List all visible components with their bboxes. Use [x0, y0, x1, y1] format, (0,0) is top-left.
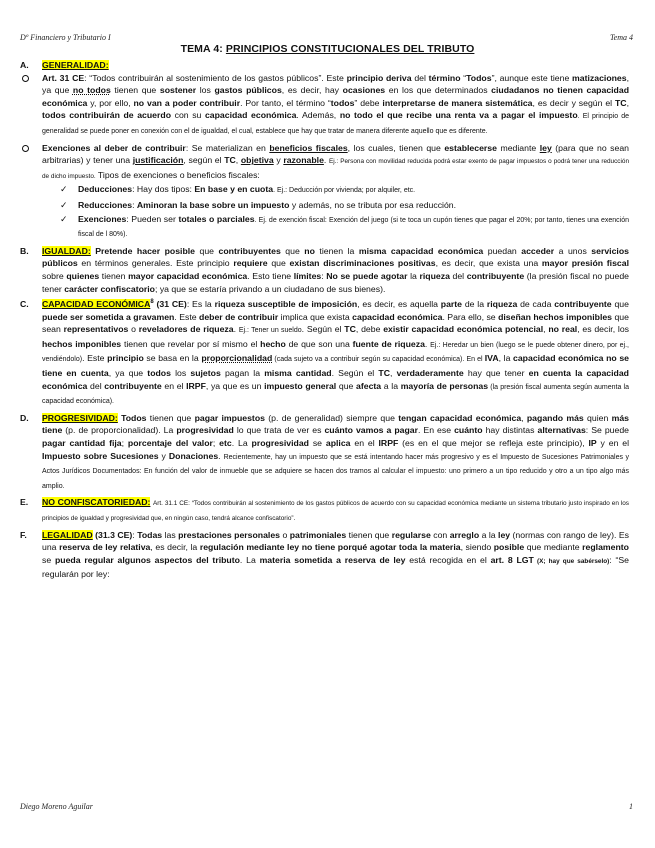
text-run: ley: [498, 529, 511, 540]
text-run: que mediante: [524, 542, 583, 553]
text-run: cuánto: [454, 425, 483, 436]
text-run: No se puede agotar: [326, 270, 408, 281]
text-run: existan discriminaciones positivas: [289, 258, 436, 269]
text-run: mayor presión fiscal: [541, 258, 630, 269]
text-run: a unos: [554, 245, 592, 256]
section-heading: CAPACIDAD ECONÓMICA: [42, 299, 151, 310]
title-main: PRINCIPIOS CONSTITUCIONALES DEL TRIBUTO: [225, 43, 475, 55]
text-run: . Para ello, se: [442, 311, 499, 322]
section-e: [20, 496, 629, 525]
text-run: , la: [498, 353, 514, 364]
text-run: más tiene: [42, 412, 629, 436]
text-run: , es decir, que exista una: [435, 258, 542, 269]
page-title: [0, 43, 655, 55]
text-run: impuesto general: [264, 380, 337, 391]
section-a-paragraph-2: [20, 142, 629, 242]
text-run: pueda regular algunos aspectos del tributo: [54, 554, 240, 565]
text-run: los: [170, 368, 191, 379]
text-run: las: [162, 529, 179, 540]
text-run: prestaciones personales: [178, 529, 281, 540]
text-run: Ej.: Persona con movilidad reducida podrá estar exento de pagar impuestos o podrá tener una reducción de dicho impuesto.: [42, 158, 630, 180]
section-letter: D.: [20, 412, 29, 423]
list-item: [60, 213, 629, 242]
text-run: Art. 31 CE: [42, 72, 85, 83]
text-run: cuánto vamos a pagar: [324, 425, 418, 436]
text-run: la: [407, 270, 420, 281]
text-run: (cada sujeto va a contribuir según su capacidad económica). En el: [272, 356, 485, 364]
text-run: de cada: [517, 299, 555, 310]
text-run: :: [132, 529, 138, 540]
text-run: : Pueden ser: [126, 213, 179, 224]
text-run: y: [158, 450, 169, 461]
text-run: fuente de riqueza: [352, 338, 425, 349]
text-run: y, por ello,: [87, 97, 134, 108]
text-run: reglamento: [582, 542, 629, 553]
text-run: sobre: [42, 270, 67, 281]
text-run: que: [280, 245, 305, 256]
text-run: está recogida en el: [405, 554, 491, 565]
text-run: . Ej. de exención fiscal: Exención del juego (si te toca un cupón tienes que pagar el 20%; por tanto, tienes una exención fiscal de l 80%).: [78, 216, 630, 239]
text-run: sostener: [159, 85, 197, 96]
text-run: diseñan hechos imponibles: [498, 311, 613, 322]
text-run: tienen que: [110, 85, 160, 96]
section-a-paragraph-1: [20, 72, 629, 139]
text-run: en términos generales. Este principio: [77, 258, 234, 269]
text-run: de la: [462, 299, 487, 310]
circle-bullet-icon: [22, 145, 29, 152]
text-run: materia sometida a reserva de ley: [259, 554, 406, 565]
text-run: objetiva: [240, 155, 274, 166]
text-run: quienes: [66, 270, 100, 281]
section-c: [20, 298, 629, 409]
text-run: . Además,: [296, 110, 340, 121]
text-run: mayoría de personas: [400, 380, 489, 391]
text-run: . Este: [174, 311, 200, 322]
text-run: .: [323, 155, 329, 166]
list-item: [60, 183, 629, 198]
text-run: misma cantidad: [264, 368, 332, 379]
text-run: pagando más: [526, 412, 584, 423]
text-run: ,: [389, 368, 397, 379]
text-run: “: [460, 72, 467, 83]
footnote-ref: 8: [150, 299, 154, 306]
text-run: . La: [239, 554, 260, 565]
text-run: , es decir, hay: [281, 85, 343, 96]
text-run: ,: [626, 97, 629, 108]
text-run: no van a poder contribuir: [133, 97, 241, 108]
text-run: pagar impuestos: [194, 412, 265, 423]
text-run: (31 CE): [153, 299, 187, 310]
text-run: . Según el: [331, 368, 379, 379]
text-run: IRPF: [378, 438, 399, 449]
text-run: art. 8 LGT: [490, 554, 534, 565]
text-run: , es decir, la: [150, 542, 200, 553]
text-run: no todo el que recibe una renta va a pagar el impuesto: [339, 110, 578, 121]
text-run: Donaciones: [168, 450, 219, 461]
title-prefix: TEMA 4:: [180, 43, 226, 55]
text-run: todos: [330, 97, 355, 108]
text-run: no real: [548, 324, 578, 335]
text-run: Art. 31.1 CE: “Todos contribuirán al sostenimiento de los gastos públicos de acuerdo con su capacidad económica mediante un sistema tributario justo inspirado en los principios de igualdad y progresividad que, en ningún caso, tendrá alcance confiscatorio”.: [42, 500, 629, 522]
text-run: contribuyente: [554, 299, 612, 310]
text-run: acceder: [521, 245, 555, 256]
text-run: , ya que: [42, 72, 630, 96]
document-body: [20, 59, 629, 584]
text-run: en cuenta la capacidad económica: [42, 368, 629, 391]
text-run: , según el: [183, 155, 225, 166]
text-run: :: [132, 199, 137, 210]
text-run: límites: [293, 270, 322, 281]
text-run: tienen que: [146, 412, 195, 423]
text-run: , ya que es un: [205, 380, 265, 391]
text-run: implica que exista: [278, 311, 353, 322]
text-run: hecho: [260, 338, 286, 349]
text-run: TC: [614, 97, 627, 108]
text-run: matizaciones: [572, 72, 627, 83]
section-letter: E.: [20, 497, 29, 508]
text-run: : “Todos contribuirán al sostenimiento de los gastos públicos”. Este: [84, 72, 347, 83]
text-run: , los cuales, tienen que: [347, 142, 445, 153]
text-run: capacidad económica no se tiene en cuenta: [42, 353, 630, 379]
text-run: ocasiones: [342, 85, 386, 96]
item-label: Exenciones: [78, 213, 127, 224]
text-run: que: [267, 258, 290, 269]
section-letter: F.: [20, 529, 27, 540]
text-run: del: [411, 72, 429, 83]
text-run: a la: [479, 529, 499, 540]
text-run: ley: [539, 142, 552, 153]
section-f: [20, 529, 629, 581]
section-heading: PROGRESIVIDAD:: [42, 412, 118, 423]
text-run: puede ser sometida a gravamen: [42, 311, 175, 322]
text-run: todos: [147, 368, 171, 379]
text-run: ,: [235, 155, 241, 166]
text-run: Exenciones al deber de contribuir: [42, 142, 186, 153]
text-run: con: [430, 529, 450, 540]
text-run: . El principio de generalidad se puede poner en conexión con el de igualdad, el cual, establece que hay que tratar de manera diferente aquello que es diferente.: [42, 113, 630, 135]
header-subject: Dº Financiero y Tributario I: [20, 33, 111, 42]
section-d: [20, 412, 629, 494]
text-run: Aminoran la base sobre un impuesto: [136, 199, 290, 210]
text-run: del: [87, 380, 105, 391]
text-run: progresividad: [251, 438, 309, 449]
list-item: [60, 199, 629, 212]
text-run: Todos: [466, 72, 492, 83]
text-run: contribuyente: [104, 380, 162, 391]
text-run: Recientemente, hay un impuesto que se está intentando hacer más progresivo y es el Impuesto de Sucesiones Patrimoniales y Actos Jurídicos Documentados: En función del valor de inmueble que se adquiere se hacen dos tramos al calcular el impuesto: uno primero a un tipo reducido y otro a un tipo algo más amplio.: [42, 453, 630, 490]
text-run: TC: [344, 324, 356, 335]
section-letter: A.: [20, 60, 29, 70]
text-run: reveladores de riqueza: [138, 324, 234, 335]
text-run: y: [273, 155, 284, 166]
text-run: se: [308, 438, 326, 449]
text-run: arreglo: [449, 529, 480, 540]
text-run: que: [336, 380, 357, 391]
text-run: se basa en la: [143, 353, 202, 364]
text-run: : Hay dos tipos:: [132, 184, 195, 195]
text-run: ,: [521, 412, 527, 423]
text-run: . Ej.: Deducción por vivienda; por alquiler, etc.: [273, 187, 416, 195]
circle-bullet-icon: [22, 75, 29, 82]
text-run: TC: [224, 155, 236, 166]
text-run: , es decir, los: [577, 324, 629, 335]
text-run: , es decir y según el: [532, 97, 615, 108]
section-heading: GENERALIDAD:: [42, 60, 109, 70]
text-run: regularse: [391, 529, 431, 540]
text-run: ;: [121, 438, 128, 449]
text-run: contribuyente: [466, 270, 525, 281]
text-run: . Por tanto, el término “: [240, 97, 331, 108]
text-run: : Se puede: [585, 425, 630, 436]
text-run: que sean: [42, 311, 629, 335]
section-b: [20, 245, 629, 295]
text-run: patrimoniales: [289, 529, 347, 540]
text-run: tienen la: [314, 245, 359, 256]
text-run: .: [218, 450, 224, 461]
section-letter: B.: [20, 245, 29, 256]
text-run: . En ese: [417, 425, 455, 436]
text-run: carácter confiscatorio: [64, 283, 155, 294]
text-run: (31.3 CE): [92, 529, 133, 540]
text-run: pagar cantidad fija: [42, 438, 122, 449]
text-run: en los que determinados: [385, 85, 492, 96]
text-run: Ej.: Heredar un bien (luego se le puede obtener dinero, por ej., vendiéndolo): [42, 341, 629, 364]
text-run: se: [42, 554, 55, 565]
text-run: : Se materializan en: [185, 142, 270, 153]
text-run: término: [428, 72, 461, 83]
text-run: ciudadanos no tienen capacidad económica: [42, 85, 630, 108]
text-run: ” debe: [354, 97, 383, 108]
text-run: reserva de ley relativa: [59, 542, 151, 553]
text-run: ;: [212, 438, 220, 449]
text-run: hechos imponibles: [42, 338, 122, 349]
text-run: , es decir, es aquella: [357, 299, 441, 310]
text-run: los: [196, 85, 215, 96]
text-run: IP: [588, 438, 597, 449]
text-run: tienen: [99, 270, 129, 281]
text-run: en el: [350, 438, 379, 449]
text-run: sujetos: [190, 368, 221, 379]
text-run: (es en el que mejor se refleja este principio),: [398, 438, 589, 449]
check-icon: ✓: [60, 184, 68, 195]
section-letter: C.: [20, 299, 29, 310]
text-run: . Este: [82, 353, 108, 364]
text-run: (normas con rango de ley). Es una: [42, 529, 630, 553]
section-a-heading: [20, 59, 629, 72]
text-run: verdaderamente: [396, 368, 464, 379]
check-icon: ✓: [60, 213, 68, 224]
text-run: todos contribuirán de acuerdo: [42, 110, 172, 121]
text-run: establecerse: [444, 142, 497, 153]
text-run: , siendo: [460, 542, 494, 553]
text-run: lo que trata de ver es: [233, 425, 325, 436]
text-run: tengan capacidad económica: [398, 412, 522, 423]
text-run: a la: [381, 380, 401, 391]
text-run: y además, no se tributa por esa reducción.: [289, 199, 457, 210]
section-heading: IGUALDAD:: [42, 245, 91, 256]
text-run: existir capacidad económica potencial: [383, 324, 544, 335]
text-run: porcentaje del valor: [127, 438, 213, 449]
text-run: o: [128, 324, 139, 335]
text-run: hay que tener: [463, 368, 529, 379]
text-run: ; ya que se estaría privando a un ciudadano de sus bienes).: [155, 283, 386, 294]
text-run: Todas: [137, 529, 163, 540]
text-run: riqueza susceptible de imposición: [214, 299, 358, 310]
text-run: posible: [493, 542, 525, 553]
page-number: 1: [629, 802, 633, 811]
text-run: pagan la: [220, 368, 265, 379]
section-heading: LEGALIDAD: [42, 529, 93, 540]
section-heading: NO CONFISCATORIEDAD:: [42, 497, 151, 508]
text-run: : “Se regularán por ley:: [42, 554, 629, 580]
text-run: representativos: [63, 324, 129, 335]
text-run: :: [321, 270, 327, 281]
text-run: mediante: [496, 142, 540, 153]
text-run: . Según el: [301, 324, 345, 335]
text-run: Impuesto sobre Sucesiones: [42, 450, 159, 461]
text-run: .: [233, 324, 239, 335]
text-run: (X; hay que sabérselo): [533, 557, 610, 565]
text-run: gastos públicos: [214, 85, 282, 96]
text-run: Tipos de exenciones o beneficios fiscales:: [95, 169, 260, 180]
text-run: , debe: [355, 324, 384, 335]
text-run: quien: [583, 412, 612, 423]
header-topic: Tema 4: [609, 33, 633, 42]
text-run: (para que no sean arbitrarias) y tener una: [42, 142, 630, 166]
text-run: En base y en cuota: [194, 184, 274, 195]
text-run: : Es la: [186, 299, 215, 310]
text-run: totales o parciales: [178, 213, 255, 224]
text-run: (la presión fiscal aumenta según aumenta la capacidad económica).: [42, 383, 630, 406]
text-run: (p. de generalidad) siempre que: [264, 412, 399, 423]
text-run: Pretende hacer posible: [95, 245, 196, 256]
text-run: riqueza: [419, 270, 450, 281]
text-run: beneficios fiscales: [269, 142, 348, 153]
text-run: progresividad: [176, 425, 234, 436]
text-run: hay distintas: [482, 425, 538, 436]
text-run: servicios públicos: [42, 245, 629, 269]
text-run: con su: [171, 110, 205, 121]
text-run: parte: [440, 299, 463, 310]
text-run: IRPF: [186, 380, 206, 391]
check-icon: ✓: [60, 199, 68, 210]
text-run: justificación: [132, 155, 184, 166]
text-run: TC: [378, 368, 390, 379]
text-run: .: [424, 338, 431, 349]
text-run: ,: [543, 324, 549, 335]
text-run: mayor capacidad económica: [128, 270, 248, 281]
text-run: de que son una: [285, 338, 353, 349]
text-run: (p. de proporcionalidad). La: [62, 425, 177, 436]
text-run: tienen que: [346, 529, 392, 540]
text-run: puedan: [483, 245, 522, 256]
footer-author: Diego Moreno Aguilar: [20, 802, 93, 811]
text-run: IVA: [484, 353, 499, 364]
text-run: regulación mediante ley no tiene porqué agotar toda la materia: [199, 542, 461, 553]
text-run: contribuyentes: [218, 245, 281, 256]
text-run: misma capacidad económica: [358, 245, 484, 256]
text-run: interpretarse de manera sistemática: [382, 97, 533, 108]
text-run: , ya que: [108, 368, 148, 379]
text-run: principio deriva: [346, 72, 412, 83]
text-run: tienen que revelar por sí mismo el: [121, 338, 261, 349]
text-run: . La: [231, 438, 252, 449]
text-run: etc: [219, 438, 232, 449]
exemption-types-list: [60, 183, 629, 241]
text-run: no: [304, 245, 315, 256]
text-run: principio: [107, 353, 144, 364]
text-run: capacidad económica: [204, 110, 297, 121]
text-run: que: [195, 245, 219, 256]
text-run: proporcionalidad: [201, 353, 273, 364]
text-run: deber de contribuir: [199, 311, 279, 322]
text-run: que: [611, 299, 629, 310]
text-run: Ej.: Tener un sueldo: [238, 327, 302, 335]
text-run: requiere: [233, 258, 268, 269]
text-run: afecta: [356, 380, 382, 391]
text-run: . Esto tiene: [247, 270, 294, 281]
text-run: en el: [161, 380, 187, 391]
text-run: alternativas: [537, 425, 586, 436]
text-run: capacidad económica: [352, 311, 443, 322]
text-run: o: [280, 529, 290, 540]
text-run: razonable: [283, 155, 324, 166]
text-run: y en el: [596, 438, 630, 449]
item-label: Reducciones: [78, 199, 133, 210]
text-run: (la presión fiscal no puede tener: [42, 270, 629, 294]
item-label: Deducciones: [78, 184, 133, 195]
text-run: riqueza: [486, 299, 518, 310]
text-run: ”, aunque este tiene: [491, 72, 573, 83]
text-run: del: [449, 270, 467, 281]
text-run: no todos: [72, 85, 111, 96]
text-run: aplica: [325, 438, 351, 449]
text-run: Todos: [121, 412, 147, 423]
